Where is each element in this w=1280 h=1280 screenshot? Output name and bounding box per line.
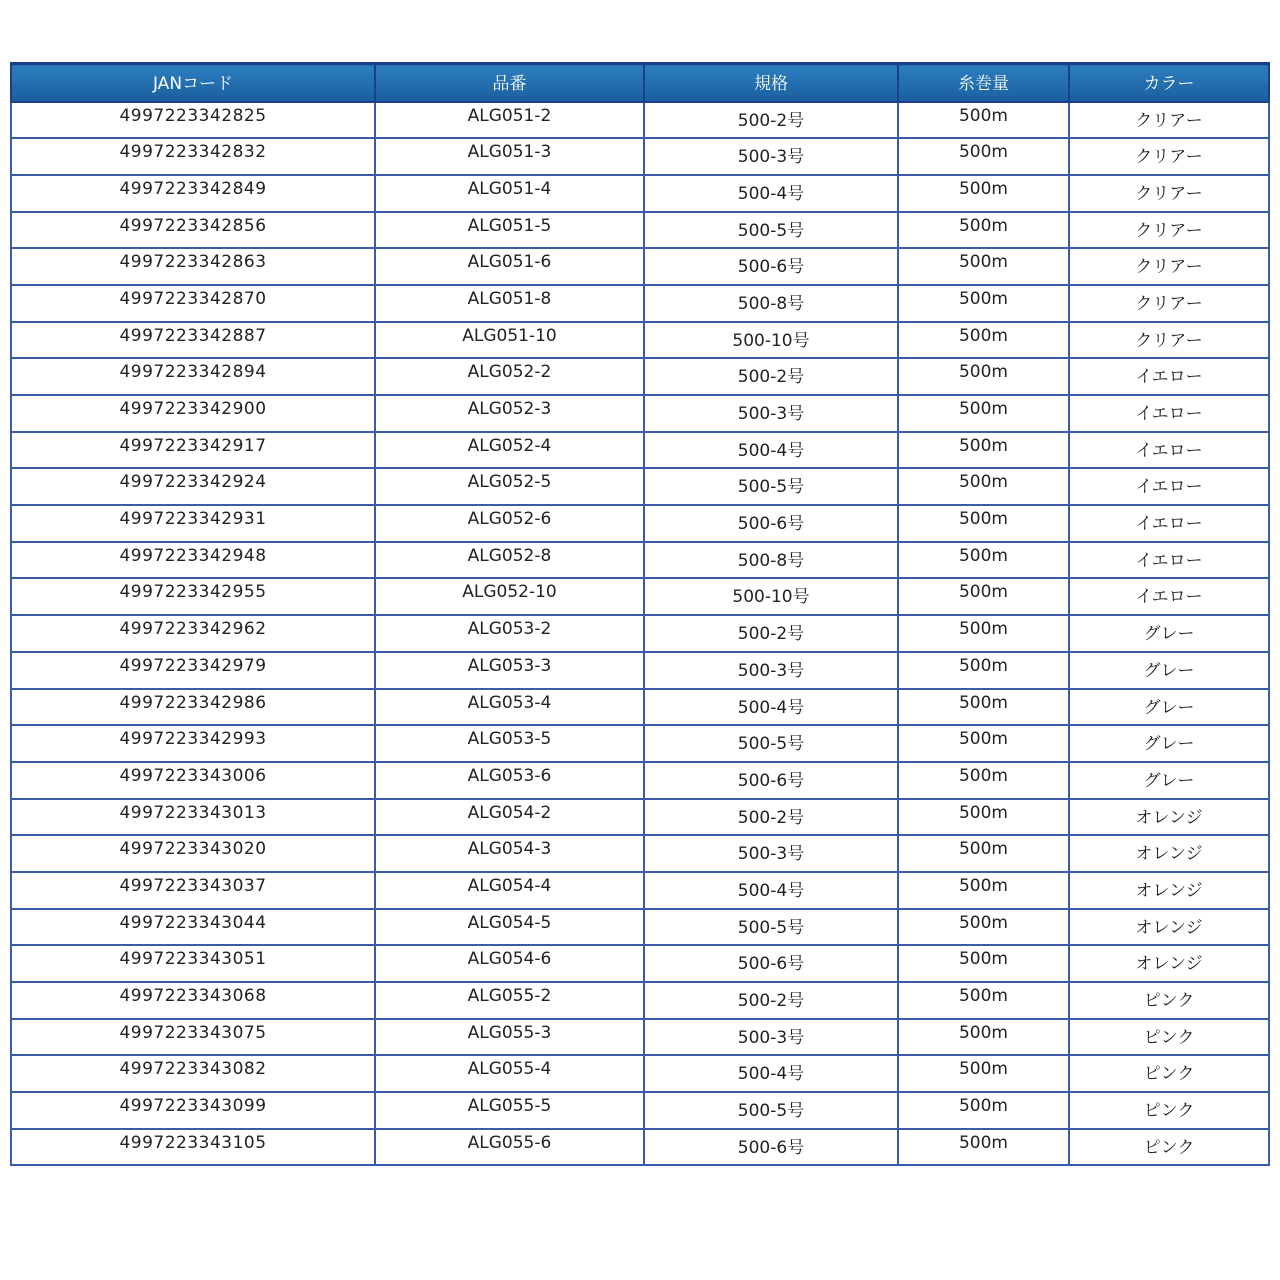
table-row <box>11 1019 1269 1056</box>
color-cell: グレー <box>1069 762 1269 799</box>
color-cell: イエロー <box>1069 358 1269 395</box>
spec-cell: 500-4号 <box>644 872 898 909</box>
color-cell: オレンジ <box>1069 799 1269 836</box>
part-number-cell: ALG052-3 <box>375 395 644 432</box>
spec-cell: 500-3号 <box>644 835 898 872</box>
color-cell: イエロー <box>1069 395 1269 432</box>
color-cell: グレー <box>1069 615 1269 652</box>
line-length-cell: 500m <box>898 1092 1069 1129</box>
spec-cell: 500-8号 <box>644 542 898 579</box>
part-number-cell: ALG052-2 <box>375 358 644 395</box>
jan-code-cell: 4997223343044 <box>11 909 375 946</box>
jan-code-cell: 4997223342917 <box>11 432 375 469</box>
color-cell: イエロー <box>1069 505 1269 542</box>
line-length-cell: 500m <box>898 1129 1069 1166</box>
color-cell: クリアー <box>1069 175 1269 212</box>
table-row <box>11 175 1269 212</box>
part-number-cell: ALG053-6 <box>375 762 644 799</box>
color-cell: クリアー <box>1069 212 1269 249</box>
part-number-cell: ALG052-10 <box>375 578 644 615</box>
part-number-cell: ALG052-5 <box>375 468 644 505</box>
spec-cell: 500-6号 <box>644 945 898 982</box>
jan-code-cell: 4997223343051 <box>11 945 375 982</box>
table-row <box>11 982 1269 1019</box>
color-cell: グレー <box>1069 725 1269 762</box>
spec-cell: 500-6号 <box>644 505 898 542</box>
table-row <box>11 212 1269 249</box>
color-cell: クリアー <box>1069 248 1269 285</box>
color-cell: オレンジ <box>1069 835 1269 872</box>
jan-code-cell: 4997223342962 <box>11 615 375 652</box>
jan-code-cell: 4997223342900 <box>11 395 375 432</box>
color-cell: ピンク <box>1069 1019 1269 1056</box>
line-length-cell: 500m <box>898 872 1069 909</box>
part-number-cell: ALG055-3 <box>375 1019 644 1056</box>
jan-code-cell: 4997223342887 <box>11 322 375 359</box>
jan-code-cell: 4997223342993 <box>11 725 375 762</box>
color-cell: クリアー <box>1069 322 1269 359</box>
jan-code-cell: 4997223342924 <box>11 468 375 505</box>
table-row <box>11 542 1269 579</box>
color-cell: オレンジ <box>1069 945 1269 982</box>
line-length-cell: 500m <box>898 725 1069 762</box>
jan-code-cell: 4997223343013 <box>11 799 375 836</box>
jan-code-cell: 4997223342894 <box>11 358 375 395</box>
spec-cell: 500-6号 <box>644 762 898 799</box>
spec-cell: 500-4号 <box>644 432 898 469</box>
table-row <box>11 138 1269 175</box>
color-cell: イエロー <box>1069 432 1269 469</box>
jan-code-cell: 4997223343082 <box>11 1055 375 1092</box>
part-number-cell: ALG055-6 <box>375 1129 644 1166</box>
spec-cell: 500-3号 <box>644 395 898 432</box>
part-number-cell: ALG054-5 <box>375 909 644 946</box>
table-row <box>11 945 1269 982</box>
spec-cell: 500-10号 <box>644 578 898 615</box>
line-length-cell: 500m <box>898 982 1069 1019</box>
line-length-cell: 500m <box>898 138 1069 175</box>
part-number-cell: ALG053-2 <box>375 615 644 652</box>
jan-code-cell: 4997223342870 <box>11 285 375 322</box>
jan-code-cell: 4997223343068 <box>11 982 375 1019</box>
jan-code-cell: 4997223342832 <box>11 138 375 175</box>
color-cell: グレー <box>1069 689 1269 726</box>
line-length-cell: 500m <box>898 835 1069 872</box>
spec-cell: 500-8号 <box>644 285 898 322</box>
part-number-cell: ALG054-3 <box>375 835 644 872</box>
line-length-cell: 500m <box>898 468 1069 505</box>
line-length-cell: 500m <box>898 505 1069 542</box>
spec-cell: 500-4号 <box>644 1055 898 1092</box>
table-row <box>11 909 1269 946</box>
part-number-cell: ALG053-4 <box>375 689 644 726</box>
part-number-cell: ALG054-6 <box>375 945 644 982</box>
jan-code-cell: 4997223342979 <box>11 652 375 689</box>
spec-cell: 500-5号 <box>644 212 898 249</box>
table-body <box>11 102 1269 1166</box>
line-length-cell: 500m <box>898 175 1069 212</box>
table-row <box>11 468 1269 505</box>
product-spec-table <box>10 62 1270 1166</box>
table-row <box>11 1092 1269 1129</box>
color-cell: ピンク <box>1069 1092 1269 1129</box>
part-number-cell: ALG052-4 <box>375 432 644 469</box>
line-length-cell: 500m <box>898 395 1069 432</box>
spec-cell: 500-2号 <box>644 615 898 652</box>
part-number-cell: ALG054-2 <box>375 799 644 836</box>
color-cell: イエロー <box>1069 542 1269 579</box>
line-length-cell: 500m <box>898 652 1069 689</box>
spec-cell: 500-6号 <box>644 1129 898 1166</box>
jan-code-cell: 4997223342948 <box>11 542 375 579</box>
spec-cell: 500-2号 <box>644 102 898 139</box>
color-cell: オレンジ <box>1069 872 1269 909</box>
line-length-cell: 500m <box>898 799 1069 836</box>
jan-code-cell: 4997223342849 <box>11 175 375 212</box>
color-cell: グレー <box>1069 652 1269 689</box>
spec-cell: 500-5号 <box>644 909 898 946</box>
table-row <box>11 872 1269 909</box>
part-number-cell: ALG053-5 <box>375 725 644 762</box>
color-cell: オレンジ <box>1069 909 1269 946</box>
jan-code-cell: 4997223343020 <box>11 835 375 872</box>
jan-code-cell: 4997223343006 <box>11 762 375 799</box>
spec-cell: 500-4号 <box>644 689 898 726</box>
part-number-cell: ALG053-3 <box>375 652 644 689</box>
header-line-length: 糸巻量 <box>898 64 1069 102</box>
spec-cell: 500-3号 <box>644 1019 898 1056</box>
color-cell: イエロー <box>1069 468 1269 505</box>
spec-cell: 500-3号 <box>644 138 898 175</box>
line-length-cell: 500m <box>898 1019 1069 1056</box>
table-row <box>11 248 1269 285</box>
spec-table-container <box>10 62 1268 1166</box>
line-length-cell: 500m <box>898 689 1069 726</box>
color-cell: クリアー <box>1069 285 1269 322</box>
part-number-cell: ALG055-5 <box>375 1092 644 1129</box>
jan-code-cell: 4997223343099 <box>11 1092 375 1129</box>
line-length-cell: 500m <box>898 248 1069 285</box>
spec-cell: 500-10号 <box>644 322 898 359</box>
header-color: カラー <box>1069 64 1269 102</box>
table-row <box>11 725 1269 762</box>
part-number-cell: ALG052-8 <box>375 542 644 579</box>
table-row <box>11 1129 1269 1166</box>
table-row <box>11 762 1269 799</box>
header-spec: 規格 <box>644 64 898 102</box>
line-length-cell: 500m <box>898 945 1069 982</box>
line-length-cell: 500m <box>898 615 1069 652</box>
spec-cell: 500-6号 <box>644 248 898 285</box>
jan-code-cell: 4997223342955 <box>11 578 375 615</box>
part-number-cell: ALG055-4 <box>375 1055 644 1092</box>
table-row <box>11 578 1269 615</box>
color-cell: ピンク <box>1069 1055 1269 1092</box>
jan-code-cell: 4997223343037 <box>11 872 375 909</box>
line-length-cell: 500m <box>898 1055 1069 1092</box>
part-number-cell: ALG051-8 <box>375 285 644 322</box>
line-length-cell: 500m <box>898 212 1069 249</box>
table-row <box>11 102 1269 139</box>
table-row <box>11 1055 1269 1092</box>
line-length-cell: 500m <box>898 432 1069 469</box>
color-cell: ピンク <box>1069 1129 1269 1166</box>
line-length-cell: 500m <box>898 285 1069 322</box>
spec-cell: 500-2号 <box>644 982 898 1019</box>
jan-code-cell: 4997223342825 <box>11 102 375 139</box>
spec-cell: 500-5号 <box>644 1092 898 1129</box>
table-row <box>11 799 1269 836</box>
table-row <box>11 615 1269 652</box>
spec-cell: 500-5号 <box>644 468 898 505</box>
table-row <box>11 432 1269 469</box>
spec-cell: 500-4号 <box>644 175 898 212</box>
part-number-cell: ALG055-2 <box>375 982 644 1019</box>
part-number-cell: ALG052-6 <box>375 505 644 542</box>
color-cell: イエロー <box>1069 578 1269 615</box>
jan-code-cell: 4997223343105 <box>11 1129 375 1166</box>
table-row <box>11 835 1269 872</box>
spec-cell: 500-5号 <box>644 725 898 762</box>
table-row <box>11 689 1269 726</box>
table-row <box>11 285 1269 322</box>
part-number-cell: ALG051-5 <box>375 212 644 249</box>
jan-code-cell: 4997223342931 <box>11 505 375 542</box>
part-number-cell: ALG051-6 <box>375 248 644 285</box>
spec-cell: 500-2号 <box>644 799 898 836</box>
header-jan-code: JANコード <box>11 64 375 102</box>
line-length-cell: 500m <box>898 542 1069 579</box>
line-length-cell: 500m <box>898 578 1069 615</box>
color-cell: ピンク <box>1069 982 1269 1019</box>
table-row <box>11 505 1269 542</box>
part-number-cell: ALG051-2 <box>375 102 644 139</box>
line-length-cell: 500m <box>898 322 1069 359</box>
table-row <box>11 322 1269 359</box>
color-cell: クリアー <box>1069 138 1269 175</box>
spec-cell: 500-2号 <box>644 358 898 395</box>
table-row <box>11 395 1269 432</box>
line-length-cell: 500m <box>898 102 1069 139</box>
table-row <box>11 652 1269 689</box>
line-length-cell: 500m <box>898 762 1069 799</box>
color-cell: クリアー <box>1069 102 1269 139</box>
jan-code-cell: 4997223342856 <box>11 212 375 249</box>
part-number-cell: ALG051-10 <box>375 322 644 359</box>
header-part-number: 品番 <box>375 64 644 102</box>
part-number-cell: ALG051-4 <box>375 175 644 212</box>
spec-cell: 500-3号 <box>644 652 898 689</box>
table-row <box>11 358 1269 395</box>
jan-code-cell: 4997223342986 <box>11 689 375 726</box>
header-row <box>11 64 1269 102</box>
jan-code-cell: 4997223343075 <box>11 1019 375 1056</box>
line-length-cell: 500m <box>898 358 1069 395</box>
jan-code-cell: 4997223342863 <box>11 248 375 285</box>
part-number-cell: ALG054-4 <box>375 872 644 909</box>
part-number-cell: ALG051-3 <box>375 138 644 175</box>
line-length-cell: 500m <box>898 909 1069 946</box>
